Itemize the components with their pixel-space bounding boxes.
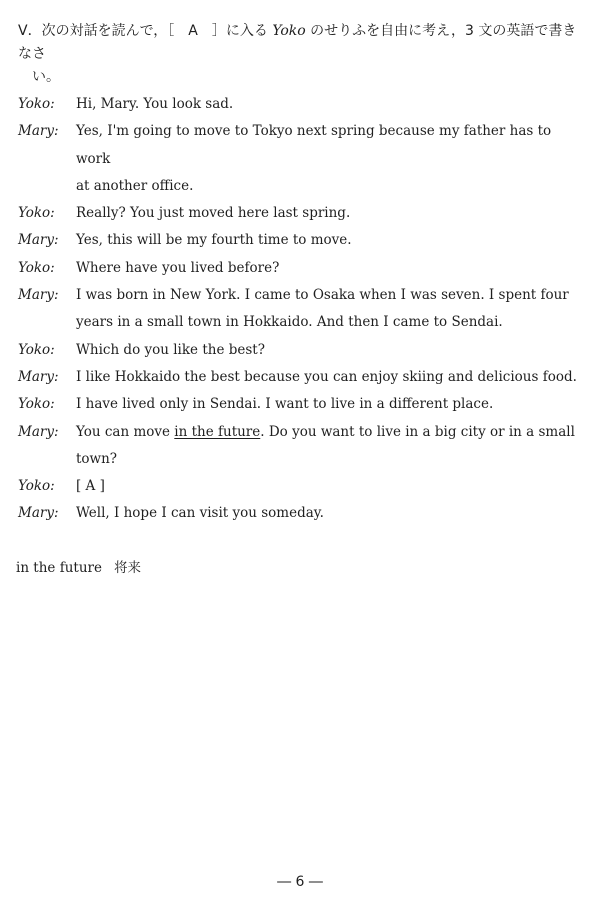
dialogue-line	[18, 337, 578, 364]
utterance-text	[76, 391, 578, 418]
utterance-text	[76, 227, 578, 254]
speaker-label: Yoko:	[18, 341, 55, 358]
speaker-label: Mary:	[18, 368, 59, 385]
underlined-phrase: in the future	[174, 423, 261, 440]
speaker-label: Mary:	[18, 232, 59, 249]
utterance-segment: Which do you like the best?	[76, 341, 265, 358]
dialogue-line	[18, 391, 578, 418]
utterance-segment: . Do you want to live in a big city or in a small	[260, 423, 575, 440]
utterance-segment: I was born in New York. I came to Osaka when I was seven. I spent four	[76, 287, 569, 304]
question-instruction	[18, 20, 584, 89]
speaker-label: Yoko:	[18, 396, 55, 413]
dialogue-line	[18, 227, 578, 254]
utterance-segment: Yes, I'm going to move to Tokyo next spring because my father has to work	[76, 123, 552, 167]
gloss-meaning: 将来	[113, 560, 141, 576]
instruction-speaker-name: Yoko	[272, 23, 306, 39]
utterance-segment: You can move	[76, 423, 175, 440]
utterance-segment: I like Hokkaido the best because you can enjoy skiing and delicious food.	[76, 368, 577, 385]
speaker-label: Yoko:	[18, 205, 55, 222]
utterance-text	[76, 473, 578, 500]
dialogue-line	[18, 419, 578, 446]
utterance-segment: Hi, Mary. You look sad.	[76, 96, 234, 112]
utterance-text	[76, 446, 578, 473]
dialogue-line	[18, 91, 578, 118]
utterance-text	[76, 419, 578, 446]
page-number: ― 6 ―	[277, 874, 323, 890]
instruction-continuation: い。	[32, 69, 60, 85]
utterance-text	[76, 118, 578, 173]
dialogue-line	[18, 446, 578, 473]
utterance-text	[76, 309, 578, 336]
utterance-text	[76, 200, 578, 227]
dialogue-line	[18, 173, 578, 200]
utterance-text	[76, 173, 578, 200]
utterance-segment: town?	[76, 450, 118, 467]
utterance-text	[76, 500, 578, 527]
dialogue-line	[18, 118, 578, 173]
utterance-segment: Really? You just moved here last spring.	[76, 205, 351, 222]
instruction-prefix: V．次の対話を読んで，［ A ］に入る	[18, 23, 273, 39]
speaker-label: Yoko:	[18, 96, 55, 112]
utterance-segment: Where have you lived before?	[76, 259, 280, 276]
vocabulary-gloss	[16, 556, 141, 576]
speaker-label: Mary:	[18, 287, 59, 304]
utterance-segment: I have lived only in Sendai. I want to live in a different place.	[76, 396, 494, 413]
dialogue-line	[18, 500, 578, 527]
speaker-label: Mary:	[18, 423, 59, 440]
utterance-segment: years in a small town in Hokkaido. And then I came to Sendai.	[76, 314, 503, 331]
utterance-segment: [ A ]	[76, 478, 105, 495]
instruction-suffix: のせりふを自由に考え，3 文の英語で書きなさ	[18, 23, 577, 62]
speaker-label: Yoko:	[18, 259, 55, 276]
utterance-text	[76, 364, 578, 391]
dialogue-line	[18, 255, 578, 282]
dialogue-line	[18, 309, 578, 336]
dialogue-line	[18, 200, 578, 227]
utterance-segment: Yes, this will be my fourth time to move.	[76, 232, 352, 249]
speaker-label: Mary:	[18, 123, 59, 140]
utterance-text	[76, 91, 578, 118]
dialogue	[18, 91, 578, 528]
dialogue-line	[18, 473, 578, 500]
utterance-text	[76, 337, 578, 364]
speaker-label: Yoko:	[18, 478, 55, 495]
dialogue-line	[18, 364, 578, 391]
utterance-text	[76, 282, 578, 309]
utterance-segment: at another office.	[76, 177, 194, 194]
utterance-segment: Well, I hope I can visit you someday.	[76, 505, 324, 522]
gloss-term: in the future	[16, 560, 102, 576]
utterance-text	[76, 255, 578, 282]
speaker-label: Mary:	[18, 505, 59, 522]
dialogue-line	[18, 282, 578, 309]
